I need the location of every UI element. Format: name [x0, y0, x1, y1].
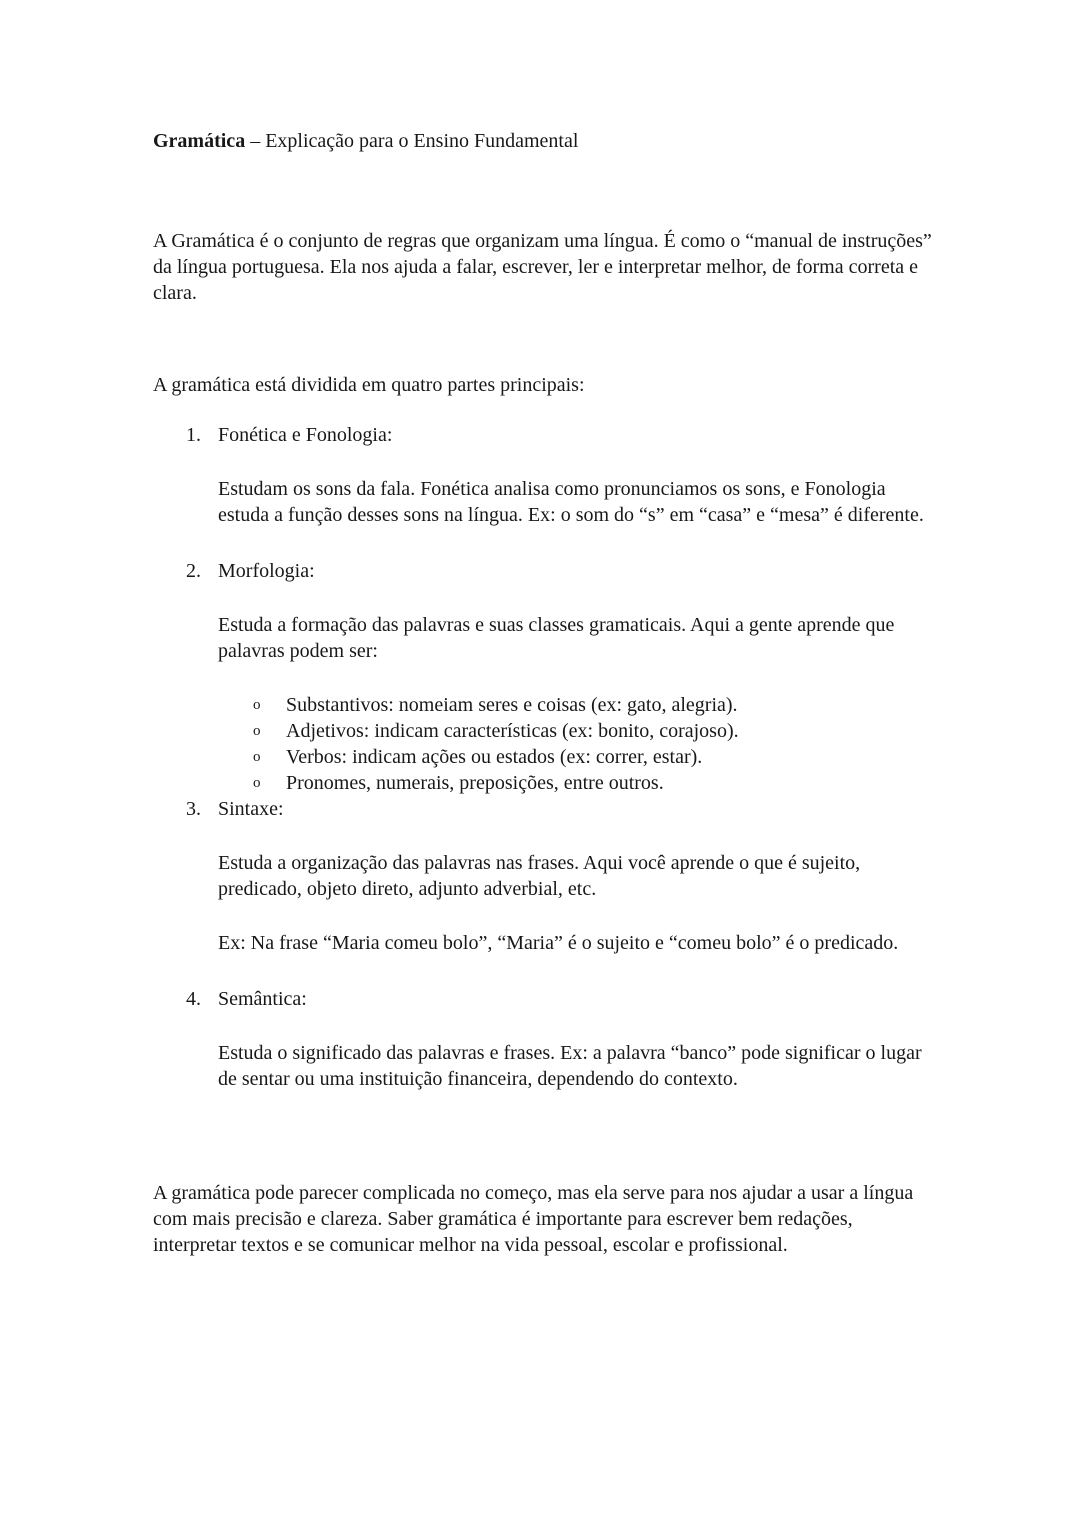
- sublist-item-label: Verbos: indicam ações ou estados (ex: correr, estar).: [286, 746, 703, 768]
- list-item-body: Estuda o significado das palavras e frases. Ex: a palavra “banco” pode significar o lugar de sentar ou uma instituição financeira, dependendo do contexto.: [218, 1042, 922, 1090]
- sublist-item-label: Adjetivos: indicam características (ex: bonito, corajoso).: [286, 720, 739, 742]
- list-item-body: Estuda a organização das palavras nas frases. Aqui você aprende o que é sujeito, predicado, objeto direto, adjunto adverbial, etc.: [218, 852, 861, 900]
- list-item-sintaxe: [153, 796, 938, 956]
- spacer: [218, 584, 938, 612]
- list-item-number: 3.: [186, 798, 201, 820]
- spacer-between-items: [153, 956, 938, 986]
- spacer-after-intro: [153, 306, 938, 372]
- circle-bullet-icon: o: [253, 697, 261, 713]
- list-item-number: 2.: [186, 560, 201, 582]
- spacer: [218, 902, 938, 930]
- spacer: [218, 448, 938, 476]
- spacer-after-title: [153, 154, 938, 228]
- closing-paragraph: A gramática pode parecer complicada no começo, mas ela serve para nos ajudar a usar a língua com mais precisão e clareza. Saber gramática é importante para escrever bem redações, interpretar textos e se comunicar melhor na vida pessoal, escolar e profissional.: [153, 1182, 914, 1256]
- list-item-number: 1.: [186, 424, 201, 446]
- sublist-item-label: Pronomes, numerais, preposições, entre outros.: [286, 772, 664, 794]
- list-item-body: Estudam os sons da fala. Fonética analisa como pronunciamos os sons, e Fonologia estuda a função desses sons na língua. Ex: o som do “s” em “casa” e “mesa” é diferente.: [218, 478, 924, 526]
- list-item-number: 4.: [186, 988, 201, 1010]
- circle-bullet-icon: o: [253, 723, 261, 739]
- list-item-body-secondary: Ex: Na frase “Maria comeu bolo”, “Maria” é o sujeito e “comeu bolo” é o predicado.: [218, 932, 899, 954]
- sublist-item: [218, 744, 938, 770]
- document-body: [153, 128, 938, 1258]
- list-item-semantica: [153, 986, 938, 1092]
- lead-in-paragraph: A gramática está dividida em quatro partes principais:: [153, 374, 585, 396]
- page-title-bold: Gramática: [153, 130, 246, 152]
- spacer-before-list: [153, 398, 938, 422]
- sublist-item: [218, 770, 938, 796]
- list-item-body: Estuda a formação das palavras e suas classes gramaticais. Aqui a gente aprende que palavras podem ser:: [218, 614, 895, 662]
- word-classes-sublist: [218, 692, 938, 796]
- list-item-heading: Sintaxe:: [218, 798, 284, 820]
- list-item-morfologia: [153, 558, 938, 796]
- spacer: [218, 822, 938, 850]
- spacer: [218, 664, 938, 692]
- intro-paragraph: A Gramática é o conjunto de regras que organizam uma língua. É como o “manual de instruções” da língua portuguesa. Ela nos ajuda a falar, escrever, ler e interpretar melhor, de forma correta e clara.: [153, 230, 932, 304]
- spacer-before-closing: [153, 1092, 938, 1180]
- sublist-item: [218, 692, 938, 718]
- spacer-between-items: [153, 528, 938, 558]
- list-item-heading: Fonética e Fonologia:: [218, 424, 393, 446]
- list-item-heading: Morfologia:: [218, 560, 315, 582]
- list-item-heading: Semântica:: [218, 988, 307, 1010]
- sublist-item: [218, 718, 938, 744]
- circle-bullet-icon: o: [253, 775, 261, 791]
- circle-bullet-icon: o: [253, 749, 261, 765]
- sublist-item-label: Substantivos: nomeiam seres e coisas (ex: gato, alegria).: [286, 694, 738, 716]
- page-title: [153, 128, 938, 154]
- list-item-fonetica: [153, 422, 938, 528]
- spacer: [218, 1012, 938, 1040]
- page-title-rest: – Explicação para o Ensino Fundamental: [245, 130, 579, 152]
- grammar-parts-list: [153, 422, 938, 1092]
